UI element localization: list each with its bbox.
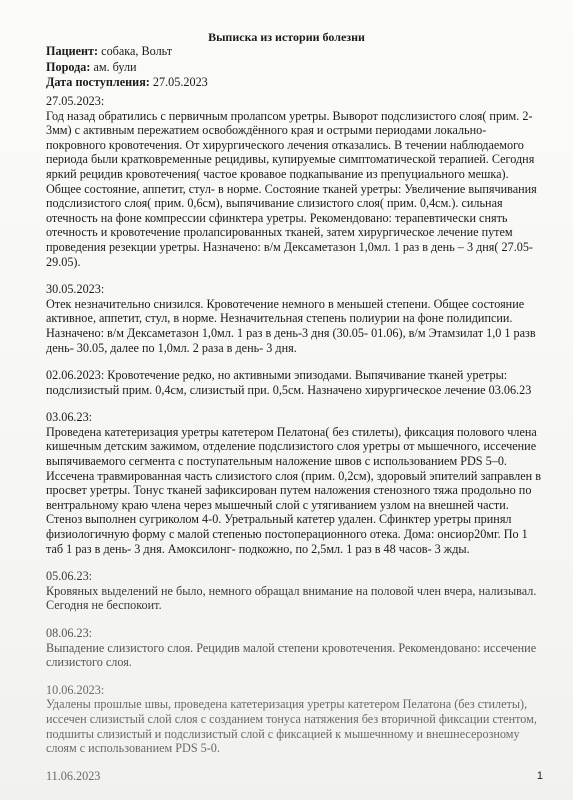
entry-text: Проведена катетеризация уретры катетером Пелатона( без стилеты), фиксация полового члена кишечным детским зажимом, отделение подслизистого слоя уретры от мышечного, иссечение выпячиваемого сегмента с поступательным наложение швов с использованием PDS 5–0. Иссечена травмированная часть слизистого слоя (прим. 0,2см), здоровый эпителий заправлен в просвет уретры. Тонус тканей зафиксирован путем наложения стенозного тяжа продольно по вентральному краю члена через мышечный слой с утягиванием узлом на внешней части. Стеноз выполнен сугриколом 4-0. Уретральный катетер удален. Сфинктер уретры принял физиологичную форму с малой степенью постоперационного отека. Дома: онсиор20мг. По 1 таб 1 раз в день- 3 дня. Амоксилонг- подкожно, по 2,5мл. 1 раз в 48 часов- 3 жды. — [46, 424, 541, 556]
entry-02-06 — [46, 368, 546, 397]
entry-text: Кровяных выделений не было, немного обращал внимание на половой член вчера, нализывал. Сегодня не беспокоит. — [46, 583, 537, 613]
entry-text: Выпадение слизистого слоя. Рецидив малой степени кровотечения. Рекомендовано: иссечение слизистого слоя. — [46, 640, 537, 670]
entry-27-05 — [46, 94, 546, 269]
patient-row — [46, 44, 208, 60]
entry-30-05 — [46, 282, 546, 355]
entry-11-06 — [46, 769, 546, 784]
entry-date: 08.06.23: — [46, 626, 93, 640]
entry-date: 05.06.23: — [46, 569, 93, 584]
entry-date: 27.05.2023: — [46, 94, 105, 108]
entry-text: 02.06.2023: Кровотечение редко, но активными эпизодами. Выпячивание тканей уретры: подслизистый прим. 0,4см, слизистый при. 0,5см. Назначено хирургическое лечение 03.06.23 — [46, 368, 532, 397]
entry-03-06 — [46, 410, 546, 556]
entry-08-06 — [46, 626, 546, 670]
patient-header — [46, 44, 208, 91]
entry-date: 03.06.23: — [46, 410, 93, 425]
admission-value: 27.05.2023 — [149, 75, 208, 89]
entry-text: Отек незначительно снизился. Кровотечение немного в меньшей степени. Общее состояние активное, аппетит, стул, в норме. Незначительная степень полиурии на фоне полидипсии. Назначено: в/м Дексаметазон 1,0мл. 1 раз в день-3 дня (30.05- 01.06), в/м Этамзилат 1,0 1 разв день- 30.05, далее по 1,0мл. 2 раза в день- 3 дня. — [46, 296, 536, 355]
admission-label: Дата поступления: — [46, 75, 150, 89]
entry-date: 11.06.2023 — [46, 768, 101, 783]
entry-05-06 — [46, 569, 546, 613]
page-number: 1 — [536, 770, 543, 782]
entry-text: Удалены прошлые швы, проведена катетеризация уретры катетером Пелатона (без стилеты), иссечен слизистый слой слоя с созданием тонуса натяжения без вторичной фиксации стентом, подшиты слизистый и подслизистый слой с фиксацией к мышечнному и внешнесерозному слоям с использованием PDS 5-0. — [46, 697, 537, 756]
breed-row — [46, 60, 208, 76]
patient-label: Пациент: — [46, 44, 99, 58]
history-body — [46, 94, 546, 796]
document-title: Выписка из истории болезни — [208, 30, 365, 44]
breed-value: ам. були — [90, 59, 137, 74]
admission-row — [46, 75, 208, 91]
entry-date: 10.06.2023: — [46, 682, 105, 697]
entry-date: 30.05.2023: — [46, 282, 105, 297]
patient-value: собака, Вольт — [98, 44, 173, 58]
entry-10-06 — [46, 683, 546, 756]
entry-text: Год назад обратились с первичным пролапсом уретры. Выворот подслизистого слоя( прим. 2-3мм) с активным пережатием освобождённого края и острыми периодами локально- покровного кровотечения. От хирургического лечения отказались. В течении наблюдаемого периода были кратковременные рецидивы, купируемые симптоматической терапией. Сегодня яркий рецидив кровотечения( частое кровавое подкапывание из препуциального мешка). Общее состояние, аппетит, стул- в норме. Состояние тканей уретры: Увеличение выпячивания подслизистого слоя( прим. 0,6см), выпячивание слизистого слоя( прим. 0,4см.). сильная отечность на фоне компрессии сфинктера уретры. Рекомендовано: терапевтически снять отечность и кровотечение пролапсированных тканей, затем хирургическое лечение путем проведения резекции уретры. Назначено: в/м Дексаметазон 1,0мл. 1 раз в день – 3 дня( 27.05-29.05). — [46, 108, 537, 269]
breed-label: Порода: — [46, 59, 91, 74]
